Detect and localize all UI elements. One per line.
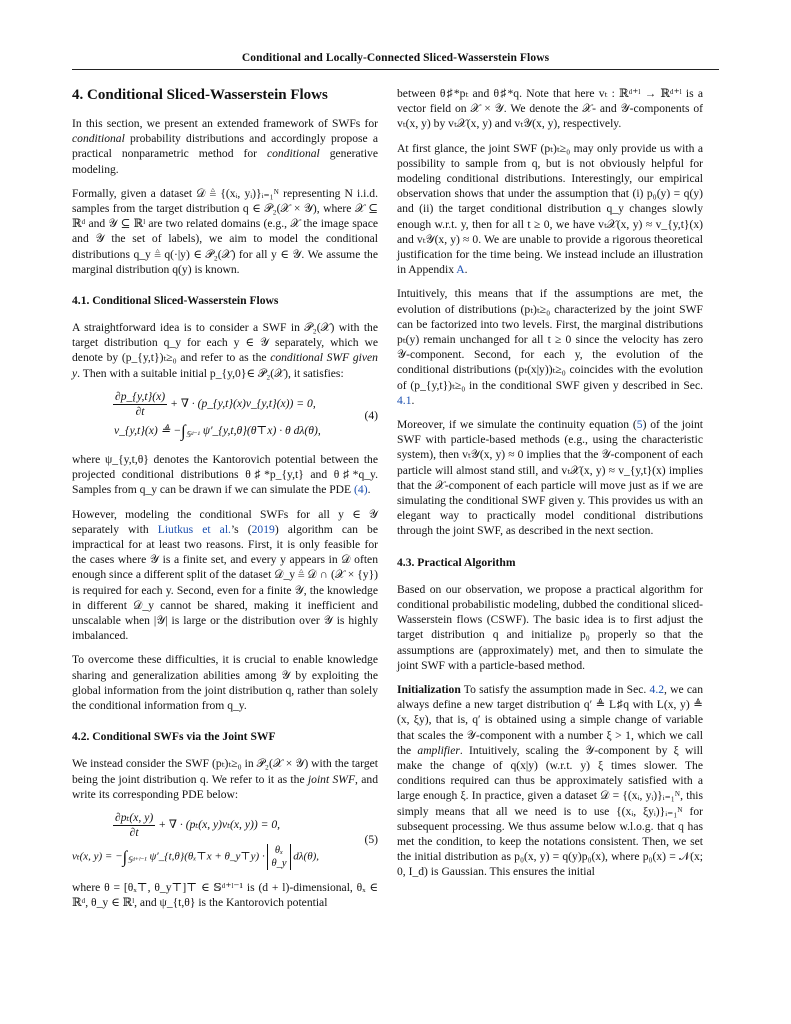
equation-ref-5[interactable]: 5 <box>636 418 643 432</box>
equation-4-number: (4) <box>364 408 378 422</box>
subsection-title-4-1: 4.1. Conditional Sliced-Wasserstein Flows <box>72 294 279 308</box>
appendix-ref-a[interactable]: A <box>456 263 465 277</box>
paragraph-conditional-swf: A straightforward idea is to consider a SWF in 𝒫₂(𝒳) with the target distribution q_y for each y ∈ 𝒴 separately, which we denote by (p_{y,t})ₜ≥₀ and refer to as the conditional SWF given y. Then with a suitable initial p_{y,0}∈ 𝒫₂(𝒳), it satisfies: <box>72 321 378 380</box>
paragraph-joint-swf: We instead consider the SWF (pₜ)ₜ≥₀ in 𝒫₂(𝒳 × 𝒴) with the target being the joint distribution q. We refer to it as the joint SWF, and write its corresponding PDE below: <box>72 757 378 801</box>
paragraph-empirical-observation: At first glance, the joint SWF (pₜ)ₜ≥₀ may only provide us with a possibility to sample from q, but is not obviously helpful for modeling conditional distributions. Interestingly, our empirical observation shows that under the assumption that (i) p₀(y) = q(y) and (ii) the target conditional distribution q_y changes slowly enough w.r.t. y, then for all t ≥ 0, we have vₜ𝒳(x, y) ≈ v_{y,t}(x) and vₜ𝒴(x, y) ≈ 0. We are unable to provide a rigorous theoretical justification for the time being. We instead include an illustration in Appendix A. <box>397 141 703 277</box>
paragraph-initialization: Initialization To satisfy the assumption made in Sec. 4.2, we can always define a new target distribution q′ ≜ L♯q with L(x, y) ≜ (x, ξy), that is, q′ is obtained using a simple change of variable that scales the 𝒴-component with a number ξ > 1, which we call the amplifier. Intuitively, scaling the 𝒴-component by ξ will make the change of q(x|y) (w.r.t. y) ξ times slower. The conditions required can thus be approximately satisfied with a large enough ξ. In practice, given a dataset 𝒟 = {(xᵢ, yᵢ)}ᵢ₌₁ᴺ, this simply means that all we need is to use {(xᵢ, ξyᵢ)}ᵢ₌₁ᴺ for subsequent processing. We thus assume below w.l.o.g. that q has met the condition, to keep the notations consistent. Then, we set the initial distribution as p₀(x, y) = q(y)p₀(x), where p₀(x) = 𝒩(x; 0, I_d) is Gaussian. This ensures the initial <box>397 682 704 879</box>
equation-5-line-2: vₜ(x, $y) = -\int_{𝕊ᵈ^+ˡ^{-1}}$ ψ′_{t,θ}(θₓ⊤x + θ_y⊤y) · θₓ θ_y dλ(θ), <box>72 844 320 869</box>
left-column <box>72 86 378 919</box>
subsection-title-4-2: 4.2. Conditional SWFs via the Joint SWF <box>72 730 276 744</box>
initialization-heading: Initialization <box>397 682 461 696</box>
paragraph-kantorovich: where ψ_{y,t,θ} denotes the Kantorovich potential between the projected conditional distributions θ♯*p_{y,t} and θ♯*q_y. Samples from q_y can be drawn if we can simulate the PDE (4). <box>72 453 378 497</box>
equation-5-line-1: $\frac{\text{∂pₜ(x, y)}}{\partial t}$ + ∇ · (pₜ(x, y)vₜ(x, y)) = 0, <box>115 810 281 839</box>
equation-5 <box>72 811 378 870</box>
equation-4-fraction: $\frac{\partial p\_\{y,t\}(x)}{\partial t}$ <box>115 389 166 418</box>
paragraph-practical-algorithm: Based on our observation, we propose a practical algorithm for conditional probabilistic modeling, dubbed the conditional sliced-Wasserstein flows (CSWF). The basic idea is to first adjust the target distribution q and initialize p₀ properly so that the assumptions are (approximately) met, and then to simulate the joint SWF with a particle-based method. <box>397 582 703 672</box>
paragraph-knowledge-sharing: To overcome these difficulties, it is crucial to enable knowledge sharing and generalization abilities among 𝒴 by exploiting the global information from the joint distribution q, rather than solely the conditional information from q_y. <box>72 653 378 713</box>
section-ref-4-1[interactable]: 4.1 <box>397 393 412 407</box>
theta-vector: θₓ θ_y <box>267 844 290 870</box>
section-ref-4-2[interactable]: 4.2 <box>649 682 665 696</box>
paragraph-particle-methods: Moreover, if we simulate the continuity equation (5) of the joint SWF with particle-based methods (e.g., using the characteristic system), then vₜ𝒴(x, y) ≈ 0 implies that the 𝒴-component of each particle will almost stand still, and vₜ𝒳(x, y) ≈ v_{y,t}(x) implies that the 𝒳-component of each particle will move just as if we are simulating the conditional SWF given y. This provides us with an elegant way to practically model conditional distributions through the joint SWF, as described in the next section. <box>397 418 703 538</box>
header-rule <box>72 69 719 70</box>
equation-5-number: (5) <box>364 833 378 847</box>
equation-4-line-2: v_{y,t}(x) ≜ $-\int_{𝕊ᵈ^{-1}}$ ψ′_{y,t,θ}(θ⊤x) · θ dλ(θ), <box>114 421 321 441</box>
paragraph-intro: In this section, we present an extended framework of SWFs for conditional probability distributions and accordingly propose a practical nonparametric method for conditional generative modeling. <box>72 117 378 176</box>
integral-sign: ∫ <box>181 421 186 441</box>
equation-ref-4[interactable]: (4) <box>354 483 368 497</box>
equation-4 <box>72 390 378 442</box>
running-head: Conditional and Locally-Connected Sliced-Wasserstein Flows <box>241 52 550 64</box>
paragraph-intuition: Intuitively, this means that if the assumptions are met, the evolution of distributions (pₜ)ₜ≥₀ characterized by the joint SWF can be factorized into two levels. First, the marginal distributions pₜ(y) remain unchanged for all t ≥ 0 since the velocity has zero 𝒴-component. Second, for each y, the evolution of the conditional distributions (pₜ(x|y))ₜ≥₀ coincides with the evolution of (p_{y,t})ₜ≥₀ in the conditional SWF given y described in Sec. 4.1. <box>397 287 703 407</box>
paragraph-theta-definition: where θ = [θₓ⊤, θ_y⊤]⊤ ∈ 𝕊ᵈ⁺ˡ⁻¹ is (d + l)-dimensional, θₓ ∈ ℝᵈ, θ_y ∈ ℝˡ, and ψ_{t,θ} is the Kantorovich potential <box>72 880 378 910</box>
integral-sign-5: ∫ <box>122 847 128 867</box>
paragraph-vector-field: between θ♯*pₜ and θ♯*q. Note that here vₜ : ℝᵈ⁺ˡ → ℝᵈ⁺ˡ is a vector field on 𝒳 × 𝒴. We denote the 𝒳- and 𝒴-components of vₜ(x, y) by vₜ𝒳(x, y) and vₜ𝒴(x, y), respectively. <box>397 87 703 131</box>
paragraph-formal-setup: Formally, given a dataset 𝒟 ≜ {(xᵢ, yᵢ)}ᵢ₌₁ᴺ representing N i.i.d. samples from the target distribution q ∈ 𝒫₂(𝒳 × 𝒴), where 𝒳 ⊆ ℝᵈ and 𝒴 ⊆ ℝˡ are two related domains (e.g., 𝒳 the image space and 𝒴 the set of labels), we aim to model the conditional distributions q_y ≜ q(·|y) ∈ 𝒫₂(𝒳) for all y ∈ 𝒴. We assume the marginal distribution q(y) is known. <box>72 186 378 276</box>
subsection-title-4-3: 4.3. Practical Algorithm <box>397 555 516 569</box>
citation-liutkus[interactable]: Liutkus et al. <box>157 522 231 536</box>
section-title: 4. Conditional Sliced-Wasserstein Flows <box>72 87 328 103</box>
paragraph-limitations: However, modeling the conditional SWFs for all y ∈ 𝒴 separately with Liutkus et al.’s (2019) algorithm can be impractical for at least two reasons. First, it is only feasible for the cases where 𝒴 is a finite set, and every y appears in 𝒟 often enough since a different split of the dataset 𝒟_y ≜ 𝒟 ∩ (𝒳 × {y}) is required for each y. Second, even for a finite 𝒴, the knowledge in different 𝒟_y cannot be shared, making it inefficient and unscalable when |𝒴| is large or the distribution over 𝒴 is highly imbalanced. <box>72 507 378 643</box>
equation-5-fraction: $\frac{\text{∂pₜ(x, y)}}{\partial t}$ <box>115 810 154 839</box>
equation-4-line-1: $\frac{\partial p\_\{y,t\}(x)}{\partial t}$ + ∇ · (p_{y,t}(x)v_{y,t}(x)) = 0, <box>115 389 316 418</box>
right-column <box>397 86 703 889</box>
citation-year[interactable]: 2019 <box>251 522 275 536</box>
